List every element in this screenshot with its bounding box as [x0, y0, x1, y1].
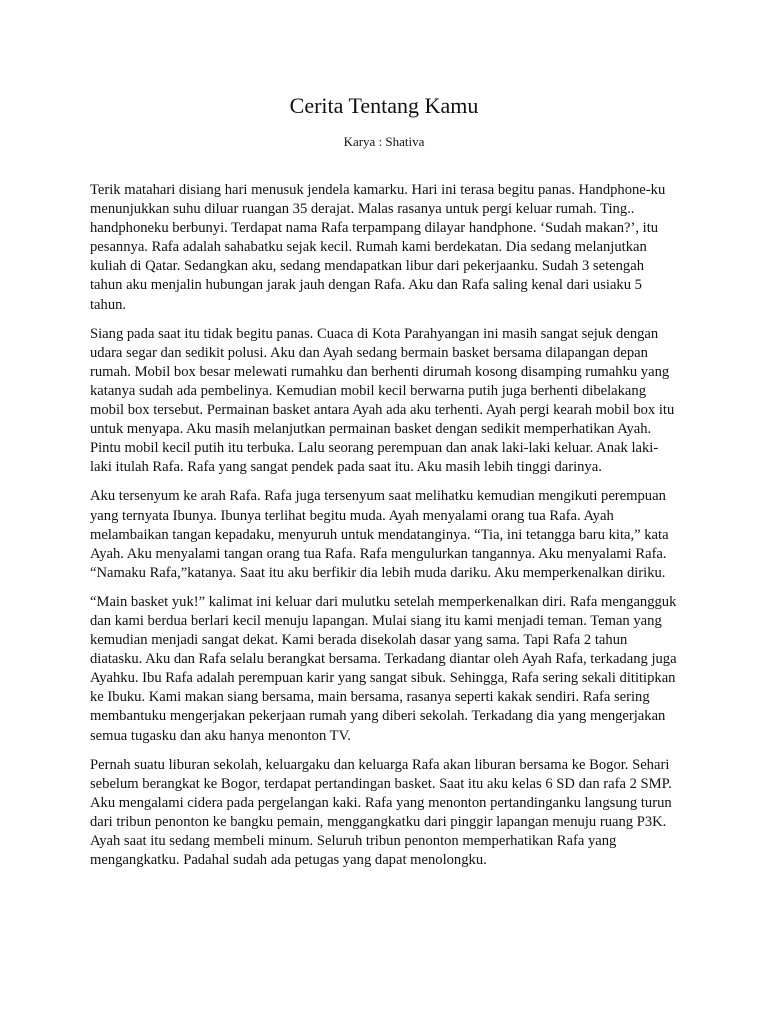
story-body [90, 181, 680, 880]
story-title: Cerita Tentang Kamu [289, 93, 479, 118]
paragraph-1: Terik matahari disiang hari menusuk jendela kamarku. Hari ini terasa begitu panas. Handphone-ku menunjukkan suhu diluar ruangan 35 derajat. Malas rasanya untuk pergi keluar rumah. Ting.. handphoneku berbunyi. Terdapat nama Rafa terpampang dilayar handphone. ‘Sudah makan?’, itu pesannya. Rafa adalah sahabatku sejak kecil. Rumah kami berdekatan. Dia sedang melanjutkan kuliah di Qatar. Sedangkan aku, sedang mendapatkan libur dari pekerjaanku. Sudah 3 setengah tahun aku menjalin hubungan jarak jauh dengan Rafa. Aku dan Rafa saling kenal dari usiaku 5 tahun. [90, 182, 666, 313]
paragraph-2: Siang pada saat itu tidak begitu panas. Cuaca di Kota Parahyangan ini masih sangat sejuk dengan udara segar dan sedikit polusi. Aku dan Ayah sedang bermain basket bersama dilapangan depan rumah. Mobil box besar melewati rumahku dan berhenti dirumah kosong disamping rumahku yang katanya sudah ada pembelinya. Kemudian mobil kecil berwarna putih juga berhenti dibelakang mobil box tersebut. Permainan basket antara Ayah ada aku terhenti. Ayah pergi kearah mobil box itu untuk menyapa. Aku masih melanjutkan permainan basket dengan sedikit memperhatikan Ayah. Pintu mobil kecil putih itu terbuka. Lalu seorang perempuan dan anak laki-laki keluar. Anak laki-laki itulah Rafa. Rafa yang sangat pendek pada saat itu. Aku masih lebih tinggi darinya. [90, 325, 675, 476]
paragraph-3: Aku tersenyum ke arah Rafa. Rafa juga tersenyum saat melihatku kemudian mengikuti perempuan yang ternyata Ibunya. Ibunya terlihat begitu muda. Ayah menyalami orang tua Rafa. Ayah melambaikan tangan kepadaku, menyuruh untuk mendatanginya. “Tia, ini tetangga baru kita,” kata Ayah. Aku menyalami tangan orang tua Rafa. Rafa mengulurkan tangannya. Aku menyalami Rafa. “Namaku Rafa,”katanya. Saat itu aku berfikir dia lebih muda dariku. Aku memperkenalkan diriku. [90, 488, 669, 581]
author-line: Karya : Shativa [343, 134, 425, 149]
paragraph-4: “Main basket yuk!” kalimat ini keluar dari mulutku setelah memperkenalkan diri. Rafa mengangguk dan kami berdua berlari kecil menuju lapangan. Mulai siang itu kami menjadi teman. Teman yang kemudian menjadi sangat dekat. Kami berada disekolah dasar yang sama. Tapi Rafa 2 tahun diatasku. Aku dan Rafa selalu berangkat bersama. Terkadang diantar oleh Ayah Rafa, terkadang juga Ayahku. Ibu Rafa adalah perempuan karir yang sangat sibuk. Sehingga, Rafa sering sekali dititipkan ke Ibuku. Kami makan siang bersama, main bersama, rasanya seperti kakak sendiri. Rafa sering membantuku mengerjakan pekerjaan rumah yang diberi sekolah. Terkadang dia yang mengerjakan semua tugasku dan aku hanya menonton TV. [90, 593, 677, 744]
paragraph-5: Pernah suatu liburan sekolah, keluargaku dan keluarga Rafa akan liburan bersama ke Bogor. Sehari sebelum berangkat ke Bogor, terdapat pertandingan basket. Saat itu aku kelas 6 SD dan rafa 2 SMP. Aku mengalami cidera pada pergelangan kaki. Rafa yang menonton pertandinganku langsung turun dari tribun penonton ke bangku pemain, menggangkatku dari pinggir lapangan menuju ruang P3K. Ayah saat itu sedang membeli minum. Seluruh tribun penonton memperhatikan Rafa yang mengangkatku. Padahal sudah ada petugas yang dapat menolongku. [90, 756, 672, 869]
